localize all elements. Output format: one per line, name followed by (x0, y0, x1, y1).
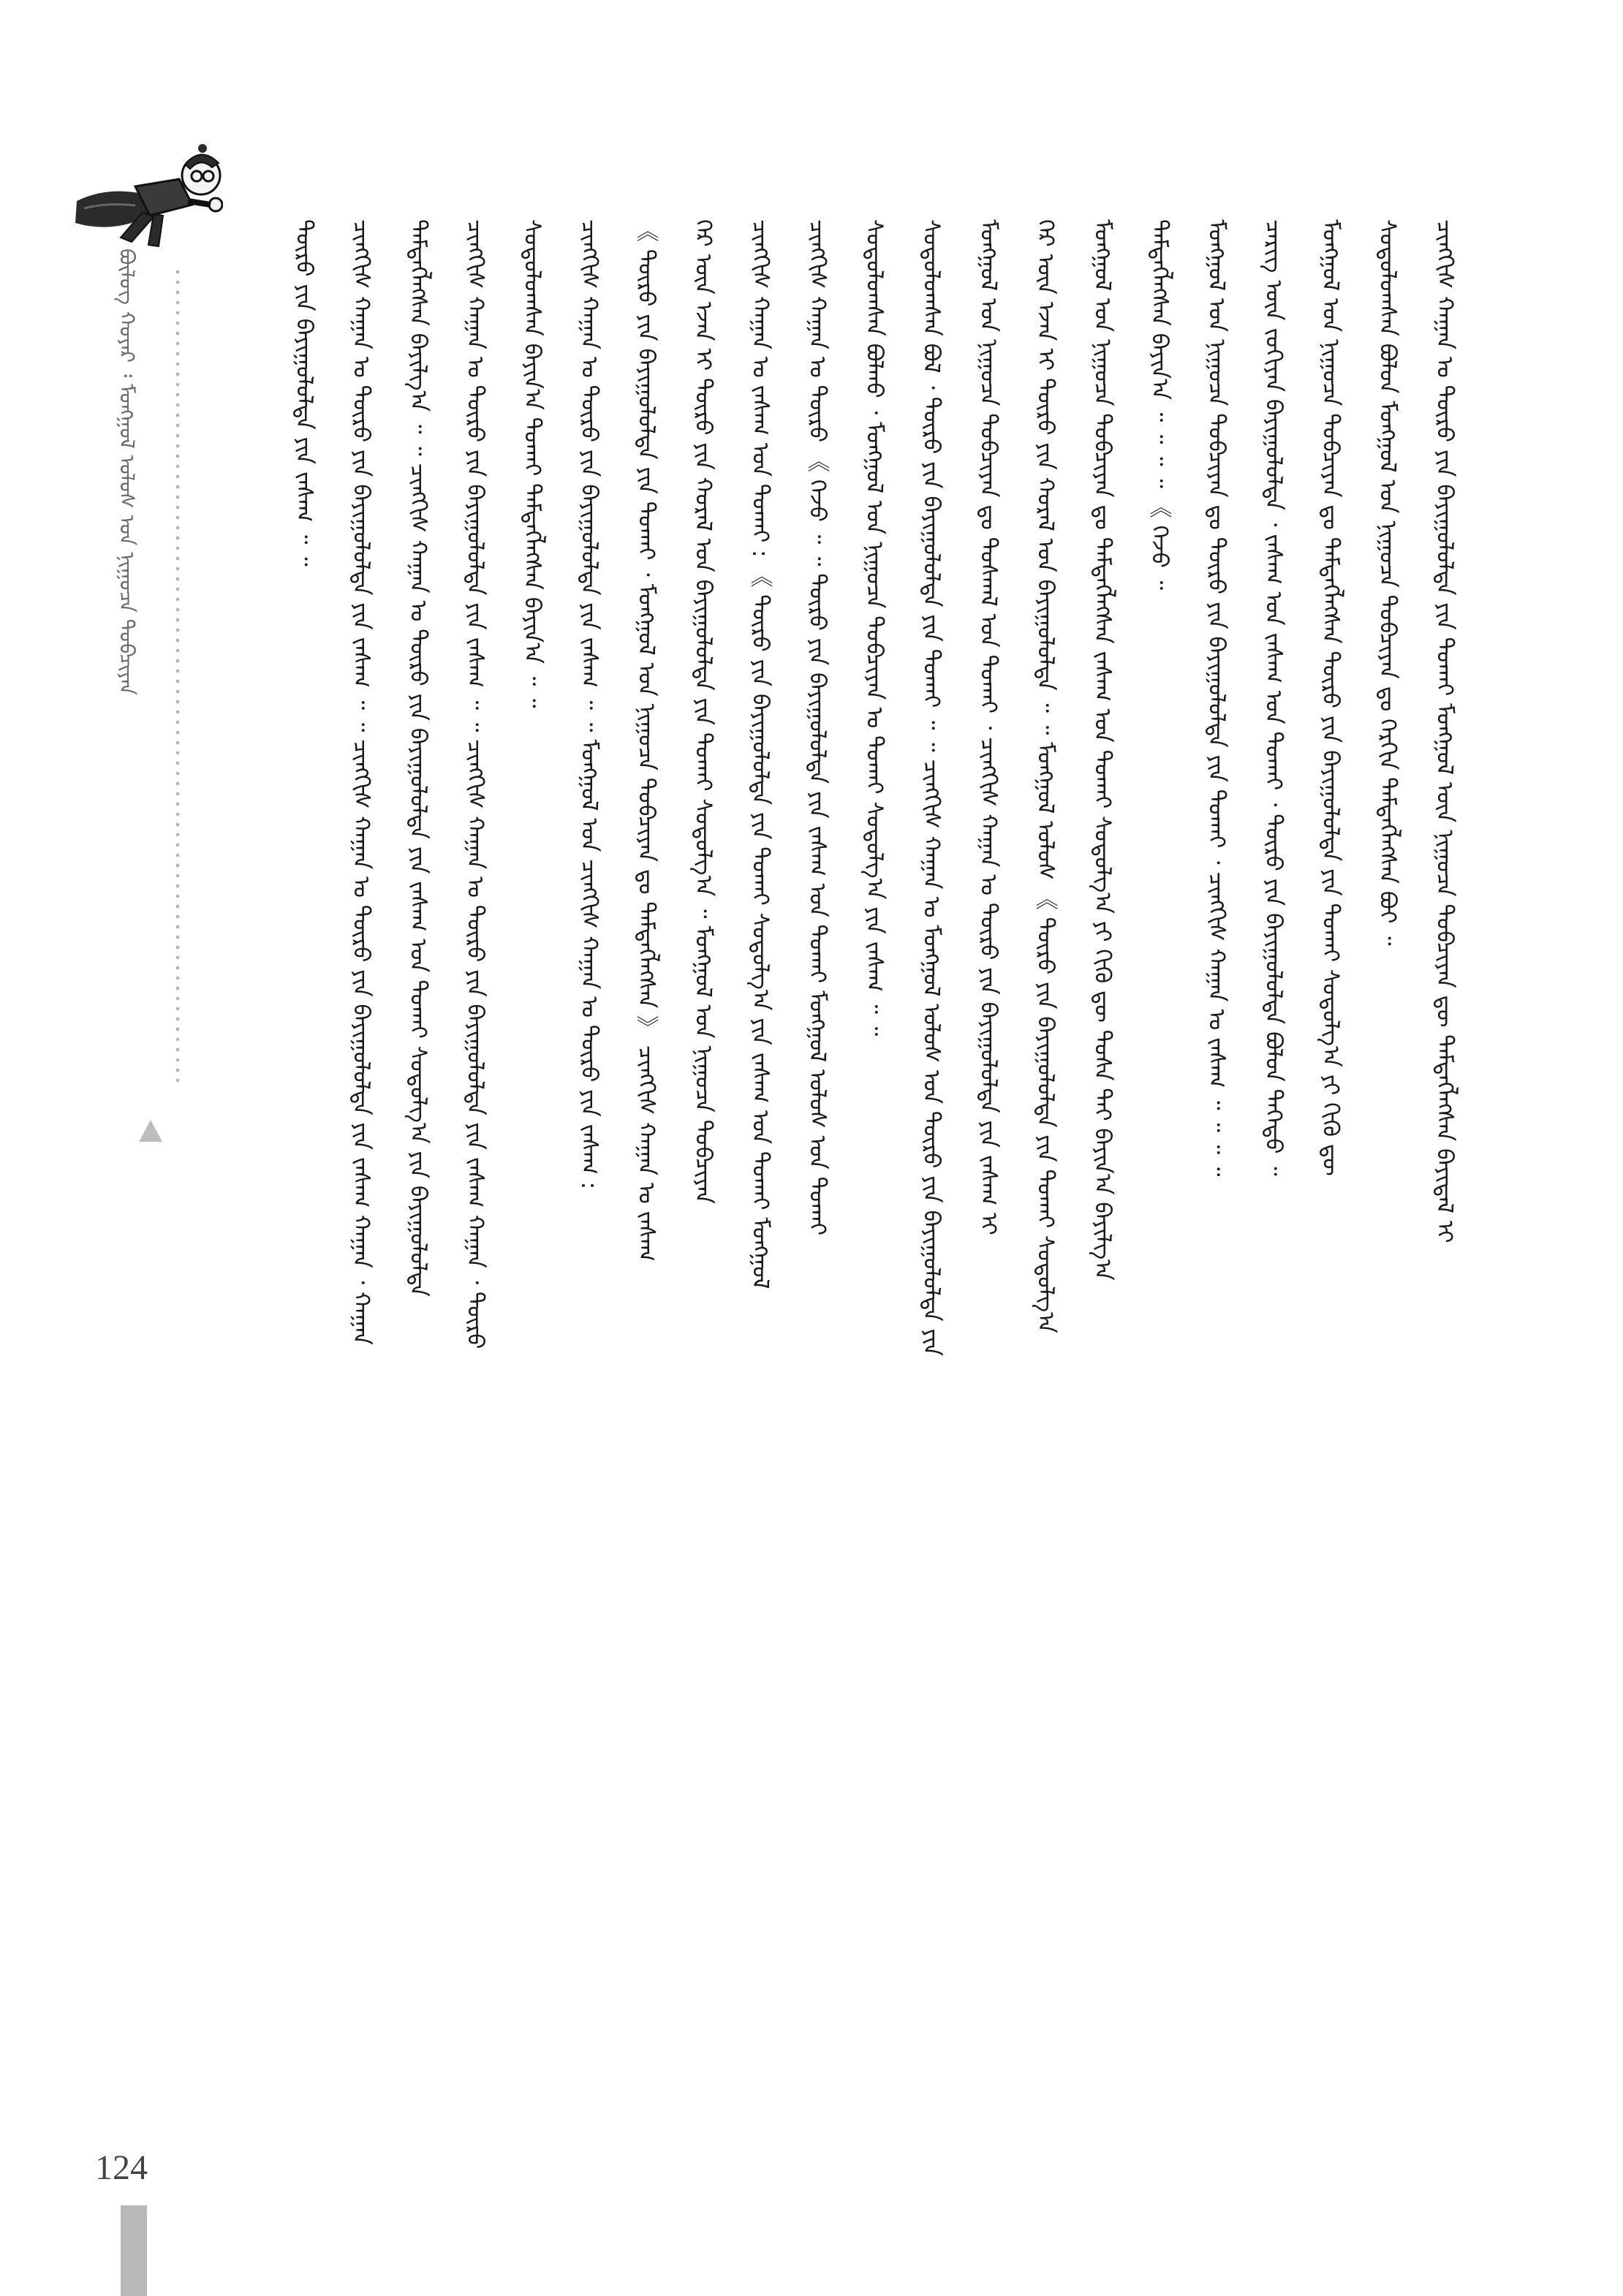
text-line: 《 ᠲᠦᠷᠦ ᠶᠢᠨ ᠪᠠᠶᠢᠭᠤᠯᠤᠯᠲᠠ ᠶᠢᠨ ᠲᠤᠬᠠᠢ ᠂ ᠮᠣᠩᠭᠣᠯ ᠤᠨ ᠨᠢᠭᠤᠴᠠ ᠲᠣᠪᠴᠢᠶᠠᠨ ᠳᠤ ᠲᠡᠮᠳᠡᠭᠯᠡᠭᠰᠡᠨ 》 ᠴᠢᠩᠭᠢᠰ ᠬᠠᠭᠠᠨ ᠤ ᠵᠠᠰᠠᠭ (633, 219, 659, 1262)
text-line: ᠴᠢᠩᠭᠢᠰ ᠬᠠᠭᠠᠨ ᠤ ᠲᠦᠷᠦ ᠶᠢᠨ ᠪᠠᠶᠢᠭᠤᠯᠤᠯᠲᠠ ᠶᠢᠨ ᠵᠠᠰᠠᠭ ᠃ ᠃ ᠴᠢᠩᠭᠢᠰ ᠬᠠᠭᠠᠨ ᠤ ᠲᠦᠷᠦ ᠶᠢᠨ ᠪᠠᠶᠢᠭᠤᠯᠤᠯᠲᠠ ᠶᠢᠨ ᠵᠠᠰᠠᠭ ᠬᠠᠭᠠᠨ ᠂ ᠲᠦᠷᠦ (462, 219, 488, 1349)
text-line: ᠴᠢᠩᠭᠢᠰ ᠬᠠᠭᠠᠨ ᠤ ᠲᠦᠷᠦ ᠶᠢᠨ ᠪᠠᠶᠢᠭᠤᠯᠤᠯᠲᠠ ᠶᠢᠨ ᠵᠠᠰᠠᠭ ᠃ ᠃ ᠴᠢᠩᠭᠢᠰ ᠬᠠᠭᠠᠨ ᠤ ᠲᠦᠷᠦ ᠶᠢᠨ ᠪᠠᠶᠢᠭᠤᠯᠤᠯᠲᠠ ᠶᠢᠨ ᠵᠠᠰᠠᠭ ᠬᠠᠭᠠᠨ ᠂ ᠬᠠᠭᠠᠨ (348, 219, 374, 1345)
text-line: ᠴᠢᠩᠭᠢᠰ ᠬᠠᠭᠠᠨ ᠤ ᠵᠠᠰᠠᠭ ᠤᠨ ᠲᠤᠬᠠᠢ : 《 ᠲᠦᠷᠦ ᠶᠢᠨ ᠪᠠᠶᠢᠭᠤᠯᠤᠯᠲᠠ ᠶᠢᠨ ᠲᠤᠬᠠᠢ ᠰᠤᠳᠤᠯᠭ᠎ᠠ ᠶᠢᠨ ᠵᠠᠰᠠᠭ ᠤᠨ ᠲᠤᠬᠠᠢ ᠮᠣᠩᠭᠣᠯ (747, 219, 773, 1289)
body-text (219, 219, 1462, 2105)
text-line: ᠭᠡᠷ ᠦᠨ ᠡᠵᠡᠨ ᠢ ᠲᠦᠷᠦ ᠶᠢᠨ ᠬᠤᠷᠠᠯ ᠤᠨ ᠪᠠᠶᠢᠭᠤᠯᠤᠯᠲᠠ ᠃ ᠃ ᠮᠣᠩᠭᠣᠯ ᠤᠯᠤᠰ 《 ᠲᠦᠷᠦ ᠶᠢᠨ ᠪᠠᠶᠢᠭᠤᠯᠤᠯᠲᠠ ᠶᠢᠨ ᠲᠤᠬᠠᠢ ᠰᠤᠳᠤᠯᠭ᠎ᠠ (1032, 219, 1059, 1333)
text-line: ᠭᠡᠷ ᠦᠨ ᠡᠵᠡᠨ ᠢ ᠲᠦᠷᠦ ᠶᠢᠨ ᠬᠤᠷᠠᠯ ᠤᠨ ᠪᠠᠶᠢᠭᠤᠯᠤᠯᠲᠠ ᠶᠢᠨ ᠲᠤᠬᠠᠢ ᠰᠤᠳᠤᠯᠭ᠎ᠠ ᠃ ᠮᠣᠩᠭᠣᠯ ᠤᠨ ᠨᠢᠭᠤᠴᠠ ᠲᠣᠪᠴᠢᠶᠠᠨ (690, 219, 716, 1204)
text-line: ᠮᠣᠩᠭᠣᠯ ᠤᠨ ᠨᠢᠭᠤᠴᠠ ᠲᠣᠪᠴᠢᠶᠠᠨ ᠳᠤ ᠲᠡᠮᠳᠡᠭᠯᠡᠭᠰᠡᠨ ᠲᠦᠷᠦ ᠶᠢᠨ ᠪᠠᠶᠢᠭᠤᠯᠤᠯᠲᠠ ᠶᠢᠨ ᠲᠤᠬᠠᠢ ᠰᠤᠳᠤᠯᠭ᠎ᠠ ᠶᠢ ᠬᠢᠬᠦ ᠳᠦ (1317, 219, 1344, 1176)
text-line: ᠴᠡᠷᠢᠭ ᠦᠨ ᠵᠣᠬᠢᠶᠠᠨ ᠪᠠᠶᠢᠭᠤᠯᠤᠯᠲᠠ ᠂ ᠵᠠᠰᠠᠭ ᠤᠨ ᠵᠠᠰᠠᠭ ᠤᠨ ᠲᠤᠬᠠᠢ ᠂ ᠲᠦᠷᠦ ᠶᠢᠨ ᠪᠠᠶᠢᠭᠤᠯᠤᠯᠲᠠ ᠪᠤᠯᠤᠨ ᠳᠡᠭᠡᠳᠦ ᠃ (1260, 219, 1287, 1176)
page-edge-tab (121, 2205, 147, 2296)
flying-boy-mascot-icon (62, 135, 223, 255)
text-line: ᠮᠣᠩᠭᠣᠯ ᠤᠨ ᠨᠢᠭᠤᠴᠠ ᠲᠣᠪᠴᠢᠶᠠᠨ ᠳᠤ ᠲᠦᠷᠦ ᠶᠢᠨ ᠪᠠᠶᠢᠭᠤᠯᠤᠯᠲᠠ ᠶᠢᠨ ᠲᠤᠬᠠᠢ ᠂ ᠴᠢᠩᠭᠢᠰ ᠬᠠᠭᠠᠨ ᠤ ᠵᠠᠰᠠᠭ ᠃ ᠃ ᠃ ᠃ (1203, 219, 1230, 1177)
page-number: 124 (95, 2148, 148, 2187)
text-line: ᠮᠣᠩᠭᠣᠯ ᠤᠨ ᠨᠢᠭᠤᠴᠠ ᠲᠣᠪᠴᠢᠶᠠᠨ ᠳᠤ ᠲᠤᠰᠬᠠᠯ ᠤᠨ ᠲᠤᠬᠠᠢ ᠂ ᠴᠢᠩᠭᠢᠰ ᠬᠠᠭᠠᠨ ᠤ ᠲᠦᠷᠦ ᠶᠢᠨ ᠪᠠᠶᠢᠭᠤᠯᠤᠯᠲᠠ ᠶᠢᠨ ᠵᠠᠰᠠᠭ ᠢ (975, 219, 1002, 1235)
header-dotted-rule (175, 267, 180, 1086)
text-line: ᠴᠢᠩᠭᠢᠰ ᠬᠠᠭᠠᠨ ᠤ ᠲᠦᠷᠦ ᠶᠢᠨ ᠪᠠᠶᠢᠭᠤᠯᠤᠯᠲᠠ ᠶᠢᠨ ᠵᠠᠰᠠᠭ ᠃ ᠃ ᠮᠣᠩᠭᠣᠯ ᠤᠨ ᠴᠢᠩᠭᠢᠰ ᠬᠠᠭᠠᠨ ᠤ ᠲᠦᠷᠦ ᠶᠢᠨ ᠵᠠᠰᠠᠭ : (576, 219, 602, 1190)
text-line: ᠰᠤᠳᠤᠯᠤᠭᠰᠠᠨ ᠪᠣᠯ ᠂ ᠲᠦᠷᠦ ᠶᠢᠨ ᠪᠠᠶᠢᠭᠤᠯᠤᠯᠲᠠ ᠶᠢᠨ ᠲᠤᠬᠠᠢ ᠃ ᠃ ᠴᠢᠩᠭᠢᠰ ᠬᠠᠭᠠᠨ ᠤ ᠮᠣᠩᠭᠣᠯ ᠤᠯᠤᠰ ᠤᠨ ᠲᠦᠷᠦ ᠶᠢᠨ ᠪᠠᠶᠢᠭᠤᠯᠤᠯᠲᠠ ᠶᠢᠨ (918, 219, 945, 1357)
text-line: ᠲᠡᠮᠳᠡᠭᠯᠡᠭᠰᠡᠨ ᠪᠠᠶᠢᠯᠭ᠎ᠠ ᠃ ᠃ ᠴᠢᠩᠭᠢᠰ ᠬᠠᠭᠠᠨ ᠤ ᠲᠦᠷᠦ ᠶᠢᠨ ᠪᠠᠶᠢᠭᠤᠯᠤᠯᠲᠠ ᠶᠢᠨ ᠵᠠᠰᠠᠭ ᠤᠨ ᠲᠤᠬᠠᠢ ᠰᠤᠳᠤᠯᠭ᠎ᠠ ᠶᠢᠨ ᠪᠠᠶᠢᠭᠤᠯᠤᠯᠲᠠ (405, 219, 431, 1297)
text-line: ᠰᠤᠳᠤᠯᠤᠭᠰᠠᠨ ᠪᠤᠯᠤᠨ ᠮᠣᠩᠭᠣᠯ ᠤᠨ ᠨᠢᠭᠤᠴᠠ ᠲᠣᠪᠴᠢᠶᠠᠨ ᠳᠤ ᠬᠡᠷᠬᠢᠨ ᠲᠡᠮᠳᠡᠭᠯᠡᠭᠰᠡᠨ ᠪᠣᠢ ᠃ (1374, 219, 1401, 946)
text-line: ᠴᠢᠩᠭᠢᠰ ᠬᠠᠭᠠᠨ ᠤ ᠲᠦᠷᠦ ᠶᠢᠨ ᠪᠠᠶᠢᠭᠤᠯᠤᠯᠲᠠ ᠶᠢᠨ ᠲᠤᠬᠠᠢ ᠮᠣᠩᠭᠣᠯ ᠦᠨ ᠨᠢᠭᠤᠴᠠ ᠲᠣᠪᠴᠢᠶᠠᠨ ᠳᠦ ᠲᠡᠮᠳᠡᠭᠯᠡᠭᠰᠡᠨ ᠪᠠᠶᠢᠳᠠᠯ ᠢ (1431, 219, 1458, 1243)
text-line: ᠴᠢᠩᠭᠢᠰ ᠬᠠᠭᠠᠨ ᠤ ᠲᠦᠷᠦ 《 ᠭᠡᠵᠦ ᠃ ᠃ ᠲᠦᠷᠦ ᠶᠢᠨ ᠪᠠᠶᠢᠭᠤᠯᠤᠯᠲᠠ ᠶᠢᠨ ᠵᠠᠰᠠᠭ ᠤᠨ ᠲᠤᠬᠠᠢ ᠮᠣᠩᠭᠣᠯ ᠤᠯᠤᠰ ᠤᠨ ᠲᠤᠬᠠᠢ (804, 219, 831, 1236)
text-line: ᠲᠦᠷᠦ ᠶᠢᠨ ᠪᠠᠶᠢᠭᠤᠯᠤᠯᠲᠠ ᠶᠢᠨ ᠵᠠᠰᠠᠭ ᠃ ᠃ (291, 219, 317, 567)
text-line: ᠮᠣᠩᠭᠣᠯ ᠤᠨ ᠨᠢᠭᠤᠴᠠ ᠲᠣᠪᠴᠢᠶᠠᠨ ᠳᠤ ᠲᠡᠮᠳᠡᠭᠯᠡᠭᠰᠡᠨ ᠵᠠᠰᠠᠭ ᠤᠨ ᠲᠤᠬᠠᠢ ᠰᠤᠳᠤᠯᠭ᠎ᠠ ᠶᠢ ᠬᠢᠬᠦ ᠳᠦ ᠲᠤᠰᠠ ᠲᠠᠢ ᠪᠠᠶᠢᠨ᠎ᠠ ᠪᠠᠶᠢᠯᠭ᠎ᠠ (1089, 219, 1116, 1281)
text-line: ᠰᠤᠳᠤᠯᠤᠭᠰᠠᠨ ᠪᠣᠯᠬᠤ ᠂ ᠮᠣᠩᠭᠣᠯ ᠤᠨ ᠨᠢᠭᠤᠴᠠ ᠲᠣᠪᠴᠢᠶᠠᠨ ᠤ ᠲᠤᠬᠠᠢ ᠰᠤᠳᠤᠯᠭ᠎ᠠ ᠶᠢᠨ ᠵᠠᠰᠠᠭ ᠃ ᠃ (861, 219, 888, 1037)
running-header: ᠪᠦᠯᠦᠭ ᠬᠣᠶᠠᠷ ᠄ ᠮᠣᠩᠭᠣᠯ ᠤᠯᠤᠰ ᠤᠨ ᠨᠢᠭᠤᠴᠠ ᠲᠤᠪᠴᠢᠶᠠᠨ (115, 249, 139, 695)
text-line: ᠲᠡᠮᠳᠡᠭᠯᠡᠭᠰᠡᠨ ᠪᠠᠶᠢᠨ᠎ᠠ ᠃ ᠃ ᠃ ᠃ 《 ᠭᠡᠵᠦ ᠃ (1146, 219, 1173, 591)
text-line: ᠰᠤᠳᠤᠯᠤᠭᠰᠠᠨ ᠪᠠᠶᠢᠨ᠎ᠠ ᠲᠤᠬᠠᠢ ᠲᠡᠮᠳᠡᠭᠯᠡᠭᠰᠡᠨ ᠪᠠᠶᠢᠨ᠎ᠠ ᠃ ᠃ (519, 219, 545, 708)
